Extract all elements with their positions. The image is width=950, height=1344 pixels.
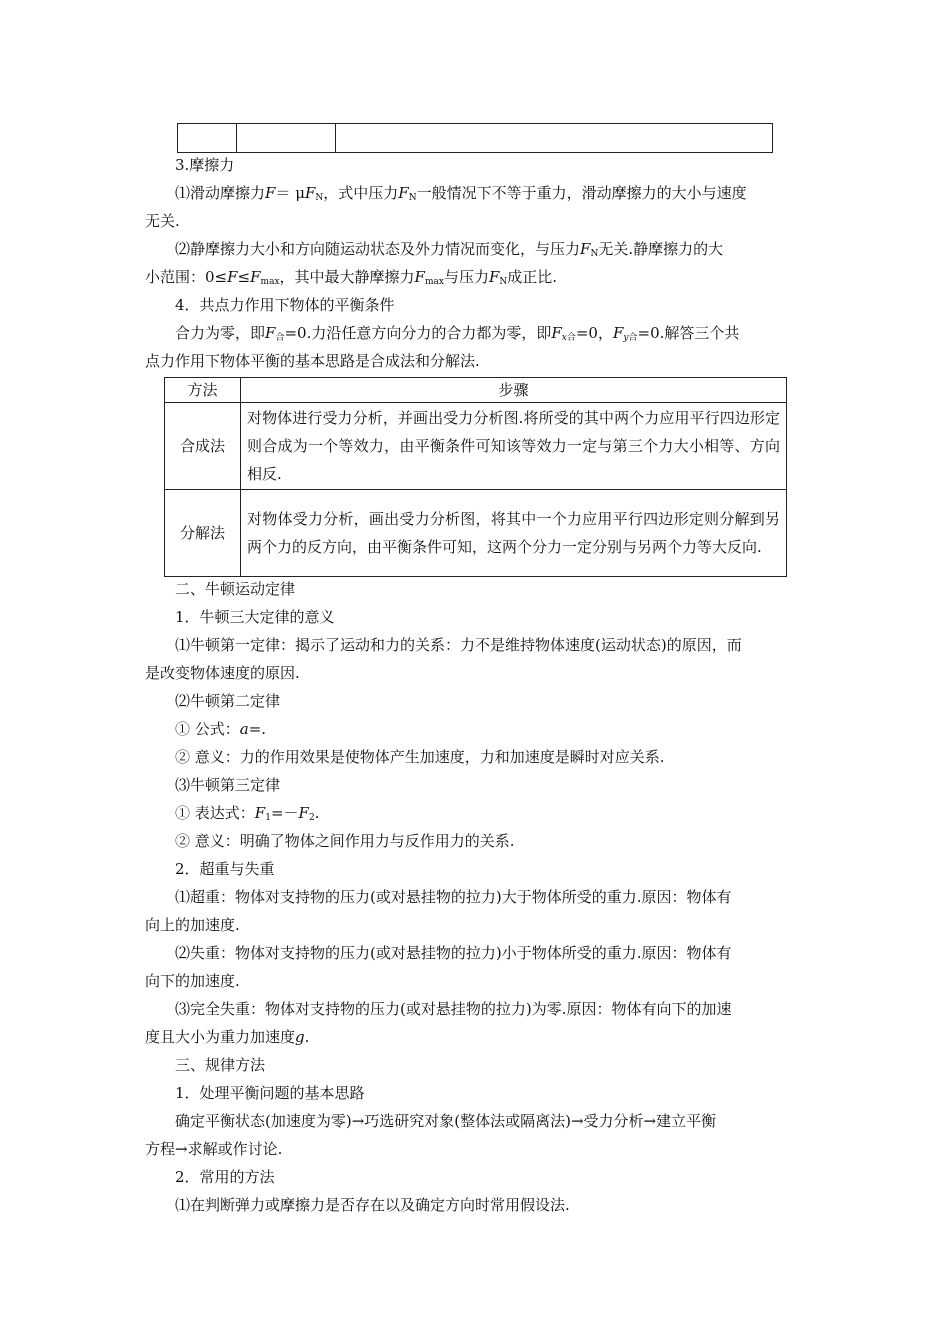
section-heading-equilibrium: 4．共点力作用下物体的平衡条件 bbox=[175, 296, 395, 314]
paragraph-weightless-cont: 度且大小为重力加速度g. bbox=[145, 1028, 310, 1046]
section-heading-methods: 三、规律方法 bbox=[175, 1056, 266, 1074]
table-header-row bbox=[165, 378, 787, 403]
paragraph-sliding-friction: ⑴滑动摩擦力$F= \mu F_N$，式中压力$F_N$一般情况下不等于重力，滑动摩擦力的大小与速度 bbox=[175, 184, 747, 203]
subheading-basic-approach: 1．处理平衡问题的基本思路 bbox=[175, 1084, 365, 1102]
paragraph-equilibrium: 合力为零，即$F_合=0$.力沿任意方向分力的合力都为零，即$F_{x合}=0$，$F_{y合}=0$.解答三个共 bbox=[175, 324, 740, 343]
second-law-formula: ① 公式：a=. bbox=[175, 720, 267, 738]
paragraph-static-friction-cont: 小范围：$0\le F\le F_{max}$，其中最大静摩擦力$F_{max}$与压力$F_N$成正比. bbox=[145, 268, 558, 287]
table-header-steps: 步骤 bbox=[241, 378, 787, 403]
paragraph-overweight: ⑴超重：物体对支持物的压力(或对悬挂物的拉力)大于物体所受的重力.原因：物体有 bbox=[175, 888, 732, 906]
method-steps: 对物体受力分析，画出受力分析图，将其中一个力应用平行四边形定则分解到另两个力的反方向，由平衡条件可知，这两个分力一定分别与另两个力等大反向. bbox=[241, 490, 787, 577]
paragraph-weightloss-cont: 向下的加速度. bbox=[145, 972, 240, 990]
section-heading-newton: 二、牛顿运动定律 bbox=[175, 580, 296, 598]
method-name: 合成法 bbox=[165, 403, 241, 490]
subheading-newton-laws: 1．牛顿三大定律的意义 bbox=[175, 608, 335, 626]
paragraph-sliding-friction-cont: 无关. bbox=[145, 212, 180, 230]
paragraph-static-friction: ⑵静摩擦力大小和方向随运动状态及外力情况而变化，与压力$F_N$无关.静摩擦力的大 bbox=[175, 240, 724, 259]
paragraph-weightloss: ⑵失重：物体对支持物的压力(或对悬挂物的拉力)小于物体所受的重力.原因：物体有 bbox=[175, 944, 732, 962]
table-divider bbox=[236, 124, 237, 152]
second-law-meaning: ② 意义：力的作用效果是使物体产生加速度，力和加速度是瞬时对应关系. bbox=[175, 748, 665, 766]
paragraph-assumption-method: ⑴在判断弹力或摩擦力是否存在以及确定方向时常用假设法. bbox=[175, 1196, 570, 1214]
paragraph-first-law-cont: 是改变物体速度的原因. bbox=[145, 664, 300, 682]
methods-table bbox=[164, 377, 787, 577]
paragraph-overweight-cont: 向上的加速度. bbox=[145, 916, 240, 934]
third-law-meaning: ② 意义：明确了物体之间作用力与反作用力的关系. bbox=[175, 832, 515, 850]
section-heading-friction: 3.摩擦力 bbox=[175, 156, 235, 174]
table-row bbox=[165, 490, 787, 577]
table-row bbox=[165, 403, 787, 490]
subheading-second-law: ⑵牛顿第二定律 bbox=[175, 692, 281, 710]
subheading-overweight: 2．超重与失重 bbox=[175, 860, 275, 878]
paragraph-flow: 确定平衡状态(加速度为零)→巧选研究对象(整体法或隔离法)→受力分析→建立平衡 bbox=[175, 1112, 717, 1130]
table-header-method: 方法 bbox=[165, 378, 241, 403]
subheading-common-methods: 2．常用的方法 bbox=[175, 1168, 275, 1186]
paragraph-flow-cont: 方程→求解或作讨论. bbox=[145, 1140, 283, 1158]
table-fragment bbox=[177, 123, 773, 153]
paragraph-first-law: ⑴牛顿第一定律：揭示了运动和力的关系：力不是维持物体速度(运动状态)的原因，而 bbox=[175, 636, 742, 654]
paragraph-weightless: ⑶完全失重：物体对支持物的压力(或对悬挂物的拉力)为零.原因：物体有向下的加速 bbox=[175, 1000, 732, 1018]
table-divider bbox=[335, 124, 336, 152]
subheading-third-law: ⑶牛顿第三定律 bbox=[175, 776, 281, 794]
method-name: 分解法 bbox=[165, 490, 241, 577]
method-steps: 对物体进行受力分析，并画出受力分析图.将所受的其中两个力应用平行四边形定则合成为一个等效力，由平衡条件可知该等效力一定与第三个力大小相等、方向相反. bbox=[241, 403, 787, 490]
third-law-expression: ① 表达式：$F_1=-F_2$. bbox=[175, 804, 320, 823]
paragraph-equilibrium-cont: 点力作用下物体平衡的基本思路是合成法和分解法. bbox=[145, 352, 480, 370]
